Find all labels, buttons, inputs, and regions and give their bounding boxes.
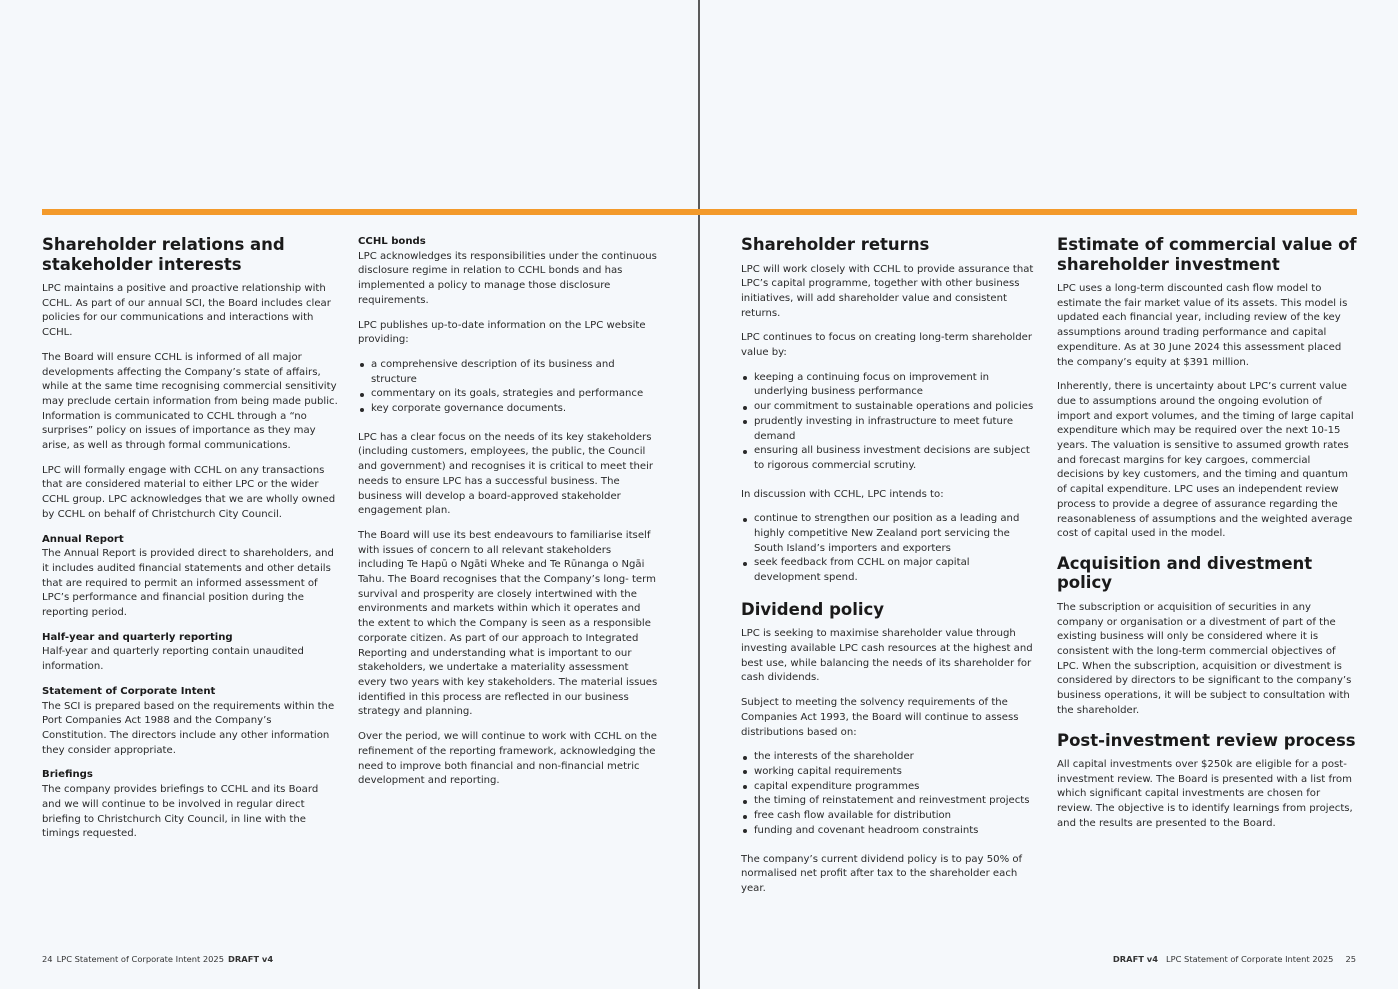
accent-rule	[42, 209, 1357, 215]
page-spine-divider	[698, 0, 700, 989]
list-item: our commitment to sustainable operations and policies	[741, 400, 1039, 415]
list-item: seek feedback from CCHL on major capital development spend.	[741, 556, 1039, 585]
subheading: Briefings	[42, 769, 93, 781]
list-item: continue to strengthen our position as a leading and highly competitive New Zealand port servicing the South Island’s importers and exporters	[741, 512, 1039, 556]
list-item: the interests of the shareholder	[741, 750, 1039, 765]
section-heading-dividend-policy: Dividend policy	[741, 599, 885, 619]
section-heading-shareholder-relations: Shareholder relations and stakeholder interests	[42, 235, 285, 274]
list-item: capital expenditure programmes	[741, 780, 1039, 795]
subsection-annual-report	[42, 533, 338, 621]
list-item: a comprehensive description of its business and structure	[358, 358, 660, 387]
draft-label: DRAFT v4	[228, 954, 274, 964]
paragraph: LPC is seeking to maximise shareholder value through investing available LPC cash resources at the highest and best use, while balancing the needs of its shareholder for cash dividends.	[741, 628, 1033, 684]
paragraph: LPC will work closely with CCHL to provide assurance that LPC’s capital programme, together with other business initiatives, will add shareholder value and consistent returns.	[741, 263, 1034, 319]
draft-label: DRAFT v4	[1112, 954, 1158, 964]
page-number: 25	[1345, 954, 1356, 964]
left-page-column-2	[358, 235, 660, 799]
section-heading-post-investment: Post-investment review process	[1057, 730, 1356, 750]
list-item: commentary on its goals, strategies and performance	[358, 387, 660, 402]
subheading: Statement of Corporate Intent	[42, 685, 216, 697]
list-item: prudently investing in infrastructure to meet future demand	[741, 415, 1039, 444]
subsection-sci	[42, 685, 338, 759]
bullet-list	[741, 750, 1039, 838]
paragraph: The company’s current dividend policy is to pay 50% of normalised net profit after tax to the shareholder each year.	[741, 853, 1023, 894]
paragraph: The subscription or acquisition of securities in any company or organisation or a divestment of part of the existing business will only be considered where it is consistent with the long-term commercial objectives of LPC. When the subscription, acquisition or divestment is considered by directors to be significant to the company’s business operations, it will be subject to consultation with the shareholder.	[1057, 601, 1352, 716]
right-page-footer	[1113, 953, 1356, 965]
paragraph: The Board will use its best endeavours to familiarise itself with issues of concern to all relevant stakeholders including Te Hapū o Ngāti Wheke and Te Rūnanga o Ngāi Tahu. The Board recognises that the Company’s long- term survival and prosperity are closely intertwined with the environments and markets within which it operates and the extent to which the Company is seen as a responsible corporate citizen. As part of our approach to Integrated Reporting and understanding what is important to our stakeholders, we undertake a materiality assessment every two years with key stakeholders. The material issues identified in this process are reflected in our business strategy and planning.	[358, 529, 658, 718]
subheading: Annual Report	[42, 533, 124, 545]
paragraph: The Board will ensure CCHL is informed of all major developments affecting the Company’s state of affairs, while at the same time recognising commercial sensitivity may preclude certain information from being made public. Information is communicated to CCHL through a “no surprises” policy on issues of importance as they may arise, as well as through formal communications.	[42, 351, 338, 452]
list-item: funding and covenant headroom constraints	[741, 824, 1039, 839]
right-page-column-1	[741, 235, 1039, 907]
section-heading-shareholder-returns: Shareholder returns	[741, 235, 930, 254]
list-item: the timing of reinstatement and reinvestment projects	[741, 794, 1039, 809]
bullet-list	[358, 358, 660, 417]
list-item: keeping a continuing focus on improvement in underlying business performance	[741, 371, 1039, 400]
bullet-list	[741, 371, 1039, 474]
footer-title: LPC Statement of Corporate Intent 2025	[56, 954, 224, 964]
footer-title: LPC Statement of Corporate Intent 2025	[1166, 954, 1334, 964]
subheading: Half-year and quarterly reporting	[42, 631, 233, 643]
paragraph: LPC acknowledges its responsibilities under the continuous disclosure regime in relation to CCHL bonds and has implemented a policy to manage those disclosure requirements.	[358, 250, 657, 306]
page-number: 24	[42, 954, 53, 964]
paragraph: LPC uses a long-term discounted cash flow model to estimate the fair market value of its assets. This model is updated each financial year, including review of the key assumptions around trading performance and capital expenditure. As at 30 June 2024 this assessment placed the company’s equity at $391 million.	[1057, 283, 1348, 368]
subheading-cchl-bonds: CCHL bonds	[358, 236, 426, 247]
paragraph: All capital investments over $250k are eligible for a post-investment review. The Board is presented with a list from which significant capital investments are chosen for review. The objective is to identify learnings from projects, and the results are presented to the Board.	[1057, 759, 1353, 829]
left-page-footer	[42, 953, 273, 965]
paragraph: The SCI is prepared based on the requirements within the Port Companies Act 1988 and the Company’s Constitution. The directors include any other information they consider appropriate.	[42, 700, 335, 756]
paragraph: LPC publishes up-to-date information on the LPC website providing:	[358, 319, 646, 346]
paragraph: Subject to meeting the solvency requirements of the Companies Act 1993, the Board will continue to assess distributions based on:	[741, 697, 1019, 738]
paragraph: LPC will formally engage with CCHL on any transactions that are considered material to either LPC or the wider CCHL group. LPC acknowledges that we are wholly owned by CCHL on behalf of Christchurch City Council.	[42, 464, 336, 520]
paragraph: In discussion with CCHL, LPC intends to:	[741, 488, 944, 500]
right-page-column-2	[1057, 235, 1357, 842]
list-item: working capital requirements	[741, 765, 1039, 780]
section-heading-acquisition: Acquisition and divestment policy	[1057, 553, 1313, 593]
bullet-list	[741, 512, 1039, 586]
paragraph: Over the period, we will continue to work with CCHL on the refinement of the reporting framework, acknowledging the need to improve both financial and non-financial metric development and reporting.	[358, 731, 657, 787]
list-item: ensuring all business investment decisions are subject to rigorous commercial scrutiny.	[741, 444, 1039, 473]
paragraph: LPC maintains a positive and proactive relationship with CCHL. As part of our annual SCI, the Board includes clear policies for our communications and interactions with CCHL.	[42, 283, 331, 339]
paragraph: LPC continues to focus on creating long-term shareholder value by:	[741, 332, 1032, 359]
paragraph: Inherently, there is uncertainty about LPC’s current value due to assumptions around the ongoing evolution of import and export volumes, and the timing of large capital expenditure which may be required over the next 10-15 years. The valuation is sensitive to assumed growth rates and forecast margins for key cargoes, commercial decisions by key customers, and the timing and quantum of capital expenditure. LPC uses an independent review process to provide a degree of assurance regarding the reasonableness of assumptions and the weighted average cost of capital used in the model.	[1057, 381, 1354, 540]
paragraph: The company provides briefings to CCHL and its Board and we will continue to be involved in regular direct briefing to Christchurch City Council, in line with the timings requested.	[42, 784, 319, 840]
left-page-column-1	[42, 235, 338, 852]
list-item: free cash flow available for distribution	[741, 809, 1039, 824]
section-heading-commercial-value: Estimate of commercial value of shareholder investment	[1057, 235, 1357, 274]
subsection-briefings	[42, 768, 338, 842]
paragraph: The Annual Report is provided direct to shareholders, and it includes audited financial statements and other details that are required to permit an informed assessment of LPC’s performance and financial position during the reporting period.	[42, 548, 334, 619]
paragraph: LPC has a clear focus on the needs of its key stakeholders (including customers, employees, the public, the Council and government) and recognises it is critical to meet their needs to ensure LPC has a successful business. The business will develop a board-approved stakeholder engagement plan.	[358, 431, 654, 517]
subsection-half-year-reporting	[42, 631, 338, 675]
paragraph: Half-year and quarterly reporting contain unaudited information.	[42, 646, 304, 673]
list-item: key corporate governance documents.	[358, 402, 660, 417]
